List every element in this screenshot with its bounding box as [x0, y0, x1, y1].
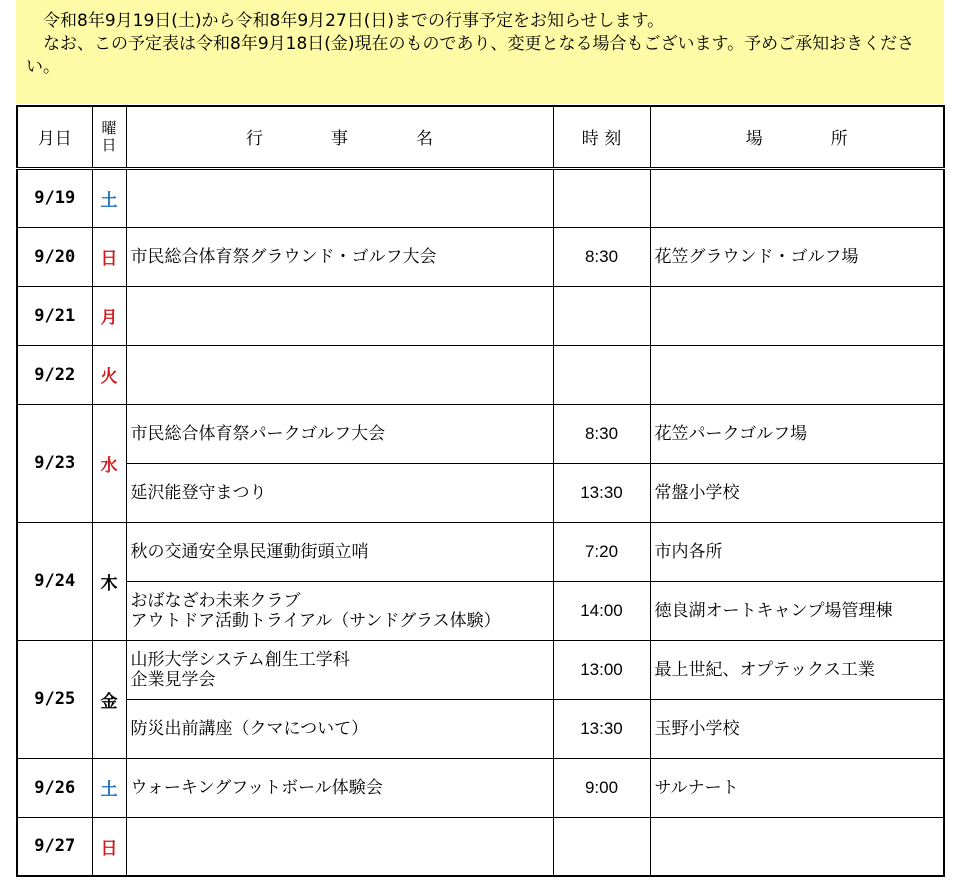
date-cell: 9/19 — [17, 168, 92, 227]
table-row — [17, 758, 944, 817]
header-place: 場 所 — [650, 106, 944, 168]
dow-cell: 日 — [92, 227, 126, 286]
dow-cell: 金 — [92, 640, 126, 758]
time-cell: 14:00 — [553, 581, 650, 640]
notice-line-2: なお、この予定表は令和8年9月18日(金)現在のものであり、変更となる場合もございます。予めご承知おきください。 — [26, 34, 915, 77]
dow-cell: 木 — [92, 522, 126, 640]
date-cell: 9/24 — [17, 522, 92, 640]
table-row — [17, 404, 944, 463]
event-cell: 市民総合体育祭グラウンド・ゴルフ大会 — [126, 227, 553, 286]
header-time: 時 刻 — [553, 106, 650, 168]
dow-cell: 水 — [92, 404, 126, 522]
dow-cell: 土 — [92, 168, 126, 227]
time-cell: 13:00 — [553, 640, 650, 699]
event-cell: 市民総合体育祭パークゴルフ大会 — [126, 404, 553, 463]
event-cell: 秋の交通安全県民運動街頭立哨 — [126, 522, 553, 581]
place-cell: 市内各所 — [650, 522, 944, 581]
place-cell: 最上世紀、オプテックス工業 — [650, 640, 944, 699]
time-cell: 9:00 — [553, 758, 650, 817]
place-cell: サルナート — [650, 758, 944, 817]
place-cell — [650, 817, 944, 876]
header-date: 月日 — [17, 106, 92, 168]
table-row — [17, 640, 944, 699]
time-cell — [553, 168, 650, 227]
event-cell — [126, 817, 553, 876]
event-cell: ウォーキングフットボール体験会 — [126, 758, 553, 817]
date-cell: 9/22 — [17, 345, 92, 404]
table-row — [17, 286, 944, 345]
date-cell: 9/23 — [17, 404, 92, 522]
header-event: 行 事 名 — [126, 106, 553, 168]
place-cell — [650, 286, 944, 345]
header-row — [17, 106, 944, 168]
time-cell — [553, 817, 650, 876]
table-row — [17, 699, 944, 758]
table-row — [17, 345, 944, 404]
dow-cell: 土 — [92, 758, 126, 817]
place-cell: 徳良湖オートキャンプ場管理棟 — [650, 581, 944, 640]
event-cell: 防災出前講座（クマについて） — [126, 699, 553, 758]
date-cell: 9/25 — [17, 640, 92, 758]
place-cell — [650, 168, 944, 227]
table-row — [17, 168, 944, 227]
notice-box — [16, 0, 944, 104]
header-dow: 曜日 — [92, 106, 126, 168]
table-row — [17, 463, 944, 522]
time-cell: 13:30 — [553, 699, 650, 758]
time-cell: 13:30 — [553, 463, 650, 522]
notice-line-1: 令和8年9月19日(土)から令和8年9月27日(日)までの行事予定をお知らせします。 — [43, 11, 665, 31]
place-cell: 花笠パークゴルフ場 — [650, 404, 944, 463]
table-row — [17, 227, 944, 286]
date-cell: 9/20 — [17, 227, 92, 286]
place-cell: 常盤小学校 — [650, 463, 944, 522]
date-cell: 9/26 — [17, 758, 92, 817]
schedule-table — [16, 105, 945, 877]
place-cell: 玉野小学校 — [650, 699, 944, 758]
time-cell: 8:30 — [553, 404, 650, 463]
table-row — [17, 522, 944, 581]
table-row — [17, 817, 944, 876]
dow-cell: 月 — [92, 286, 126, 345]
time-cell — [553, 345, 650, 404]
event-cell: 山形大学システム創生工学科 企業見学会 — [126, 640, 553, 699]
date-cell: 9/27 — [17, 817, 92, 876]
date-cell: 9/21 — [17, 286, 92, 345]
time-cell: 8:30 — [553, 227, 650, 286]
dow-cell: 日 — [92, 817, 126, 876]
time-cell: 7:20 — [553, 522, 650, 581]
dow-cell: 火 — [92, 345, 126, 404]
place-cell: 花笠グラウンド・ゴルフ場 — [650, 227, 944, 286]
event-cell: おばなざわ未来クラブ アウトドア活動トライアル（サンドグラス体験） — [126, 581, 553, 640]
event-cell: 延沢能登守まつり — [126, 463, 553, 522]
event-cell — [126, 286, 553, 345]
event-cell — [126, 345, 553, 404]
time-cell — [553, 286, 650, 345]
event-cell — [126, 168, 553, 227]
place-cell — [650, 345, 944, 404]
table-row — [17, 581, 944, 640]
